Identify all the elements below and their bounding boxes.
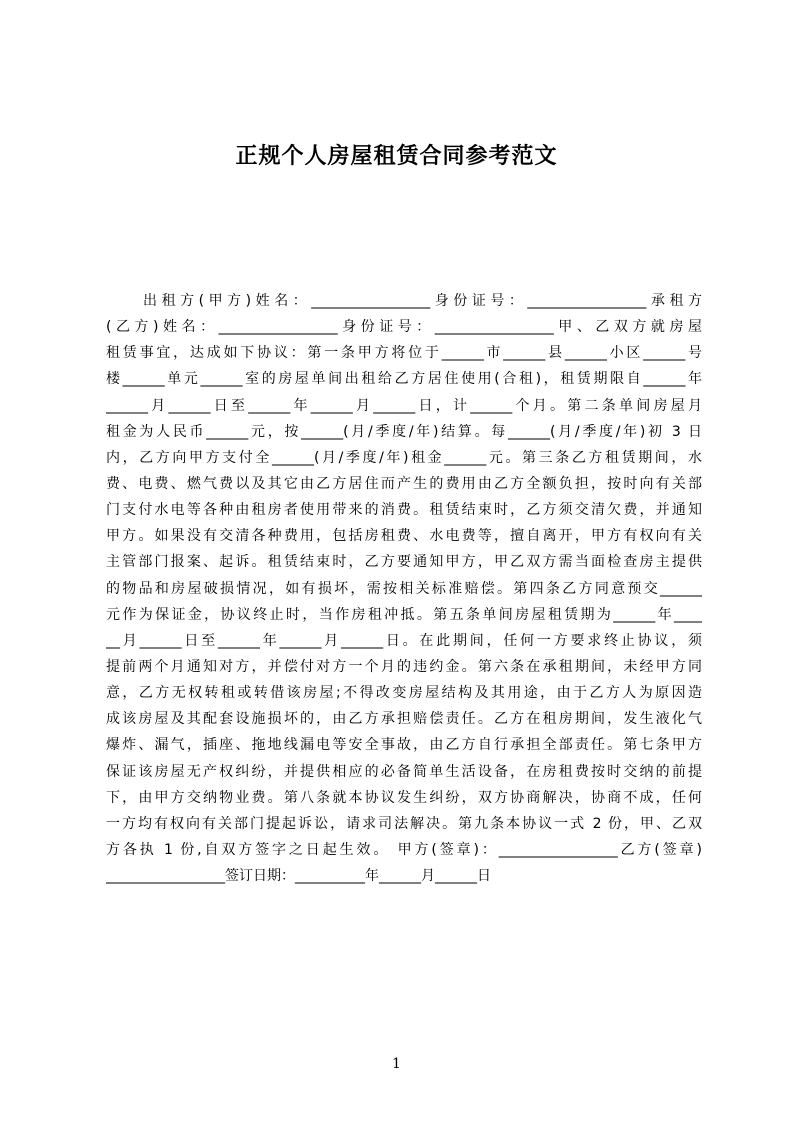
body-line: 方各执 1 份,自双方签字之日起生效。 甲方(签章)：_________________乙方(签章) xyxy=(106,841,702,858)
body-line: 爆炸、漏气，插座、拖地线漏电等安全事故，由乙方自行承担全部责任。第七条甲方 xyxy=(106,737,702,754)
body-line: 元作为保证金，协议终止时，当作房租冲抵。第五条单间房屋租赁期为______年____ xyxy=(106,606,702,623)
body-line: 甲方。如果没有交清各种费用，包括房租费、水电费等，擅自离开，甲方有权向有关 xyxy=(106,528,702,545)
contract-body xyxy=(106,288,702,889)
body-line: 下，由甲方交纳物业费。第八条就本协议发生纠纷，双方协商解决，协商不成，任何 xyxy=(106,789,702,806)
body-line: 租金为人民币______元，按______(月/季度/年)结算。每______(月/季度/年)初 3 日 xyxy=(106,423,702,440)
body-line: 的物品和房屋破损情况，如有损坏，需按相关标准赔偿。第四条乙方同意预交______ xyxy=(106,580,702,597)
body-line: 保证该房屋无产权纠纷，并提供相应的必备简单生活设备，在房租费按时交纳的前提 xyxy=(106,763,702,780)
body-line: 费、电费、燃气费以及其它由乙方居住而产生的费用由乙方全额负担，按时向有关部 xyxy=(106,475,702,492)
body-line: 意，乙方无权转租或转借该房屋;不得改变房屋结构及其用途，由于乙方人为原因造 xyxy=(106,685,702,702)
body-line-last: _________________签订日期：__________年______月______日 xyxy=(106,868,491,885)
body-line: 成该房屋及其配套设施损坏的，由乙方承担赔偿责任。乙方在租房期间，发生液化气 xyxy=(106,711,702,728)
body-line: 提前两个月通知对方，并偿付对方一个月的违约金。第六条在承租期间，未经甲方同 xyxy=(106,658,702,675)
body-line: 楼______单元______室的房屋单间出租给乙方居住使用(合租)，租赁期限自______年 xyxy=(106,371,702,388)
body-line: 主管部门报案、起诉。租赁结束时，乙方要通知甲方，甲乙双方需当面检查房主提供 xyxy=(106,554,702,571)
document-title: 正规个人房屋租赁合同参考范文 xyxy=(235,144,558,169)
body-line: ______月______日至______年______月______日，计______个月。第二条单间房屋月 xyxy=(106,397,702,414)
body-line: (乙方)姓名：_________________身份证号：_________________甲、乙双方就房屋 xyxy=(106,319,702,336)
body-line: __月______日至______年______月______日。在此期间，任何一方要求终止协议，须 xyxy=(106,632,702,649)
body-line: 租赁事宜，达成如下协议：第一条甲方将位于______市______县______小区______号 xyxy=(106,345,702,362)
body-line: 出租方(甲方)姓名：_________________身份证号：_________________承租方 xyxy=(106,293,702,309)
body-line: 门支付水电等各种由租房者使用带来的消费。租赁结束时，乙方须交清欠费，并通知 xyxy=(106,502,702,519)
body-line: 内，乙方向甲方支付全______(月/季度/年)租金______元。第三条乙方租赁期间，水 xyxy=(106,449,702,466)
body-line: 一方均有权向有关部门提起诉讼，请求司法解决。第九条本协议一式 2 份，甲、乙双 xyxy=(106,815,702,832)
page-number: 1 xyxy=(392,1056,401,1072)
